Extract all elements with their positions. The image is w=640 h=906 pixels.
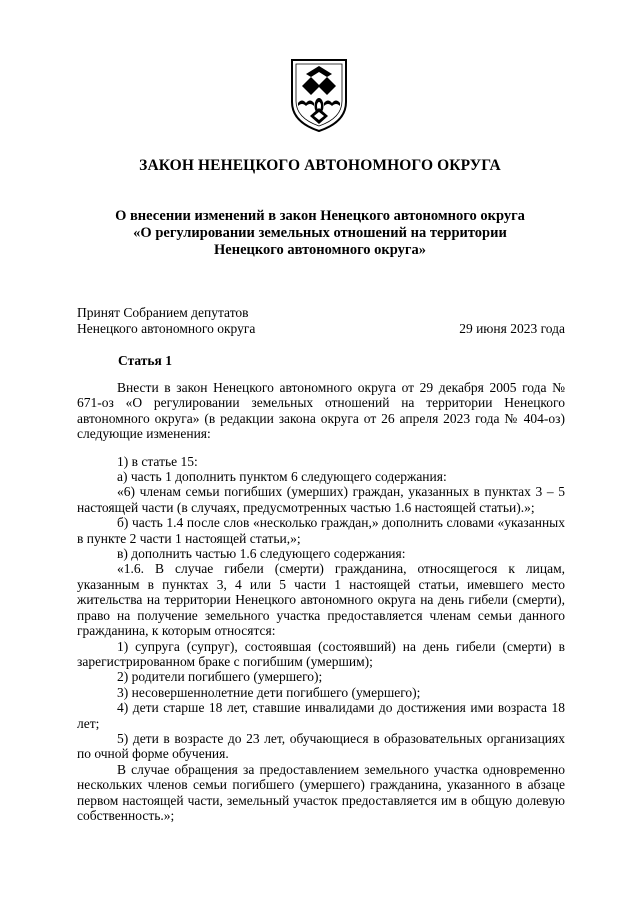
paragraph: 2) родители погибшего (умершего);: [117, 669, 323, 685]
paragraph: Внести в закон Ненецкого автономного округа от 29 декабря 2005 года № 671-оз «О регулировании земельных отношений на территории Ненецкого автономного округа» (в редакции закона округа от 26 апреля 2023 года № 404-оз) следующие изменения:: [77, 380, 565, 442]
paragraph: 4) дети старше 18 лет, ставшие инвалидами до достижения ими возраста 18 лет;: [77, 700, 565, 731]
paragraph: «1.6. В случае гибели (смерти) гражданина, относящегося к лицам, указанным в пунктах 3, 4 или 5 части 1 настоящей статьи, имевшего место жительства на территории Ненецкого автономного округа на день гибели (смерти), право на получение земельного участка предоставляется членам семьи данного гражданина, к которым относятся:: [77, 561, 565, 639]
paragraph: б) часть 1.4 после слов «несколько граждан,» дополнить словами «указанных в пункте 2 части 1 настоящей статьи,»;: [77, 515, 565, 546]
subtitle-line: Ненецкого автономного округа»: [214, 242, 426, 258]
paragraph: 1) супруга (супруг), состоявшая (состоявший) на день гибели (смерти) в зарегистрированном браке с погибшим (умершим);: [77, 638, 565, 669]
paragraph: 1) в статье 15:: [117, 453, 198, 469]
paragraph: в) дополнить частью 1.6 следующего содержания:: [117, 546, 406, 562]
adoption-block: [77, 305, 565, 337]
adoption-date: 29 июня 2023 года: [459, 321, 565, 336]
adopted-by-line-2: Ненецкого автономного округа: [77, 321, 256, 336]
paragraph: «6) членам семьи погибших (умерших) граждан, указанных в пунктах 3 – 5 настоящей части (в случаях, предусмотренных частью 1.6 настоящей статьи).»;: [77, 484, 565, 515]
subtitle-line: О внесении изменений в закон Ненецкого автономного округа: [115, 208, 525, 224]
law-body: [77, 380, 565, 823]
article-heading: Статья 1: [118, 353, 172, 368]
subtitle-line: «О регулировании земельных отношений на территории: [133, 225, 507, 241]
paragraph: 3) несовершеннолетние дети погибшего (умершего);: [117, 684, 421, 700]
paragraph: 5) дети в возрасте до 23 лет, обучающиеся в образовательных организациях по очной форме обучения.: [77, 730, 565, 762]
paragraph: а) часть 1 дополнить пунктом 6 следующего содержания:: [117, 469, 447, 485]
adopted-by-line-1: Принят Собранием депутатов: [77, 305, 249, 320]
paragraph: В случае обращения за предоставлением земельного участка одновременно нескольких членов семьи погибшего (умершего) гражданина, указанного в абзаце первом настоящей части, земельный участок предоставляется им в общую долевую собственность.»;: [77, 761, 565, 823]
law-subtitle: [0, 208, 640, 259]
coat-of-arms-icon: [288, 56, 350, 134]
law-title: ЗАКОН НЕНЕЦКОГО АВТОНОМНОГО ОКРУГА: [139, 157, 501, 174]
